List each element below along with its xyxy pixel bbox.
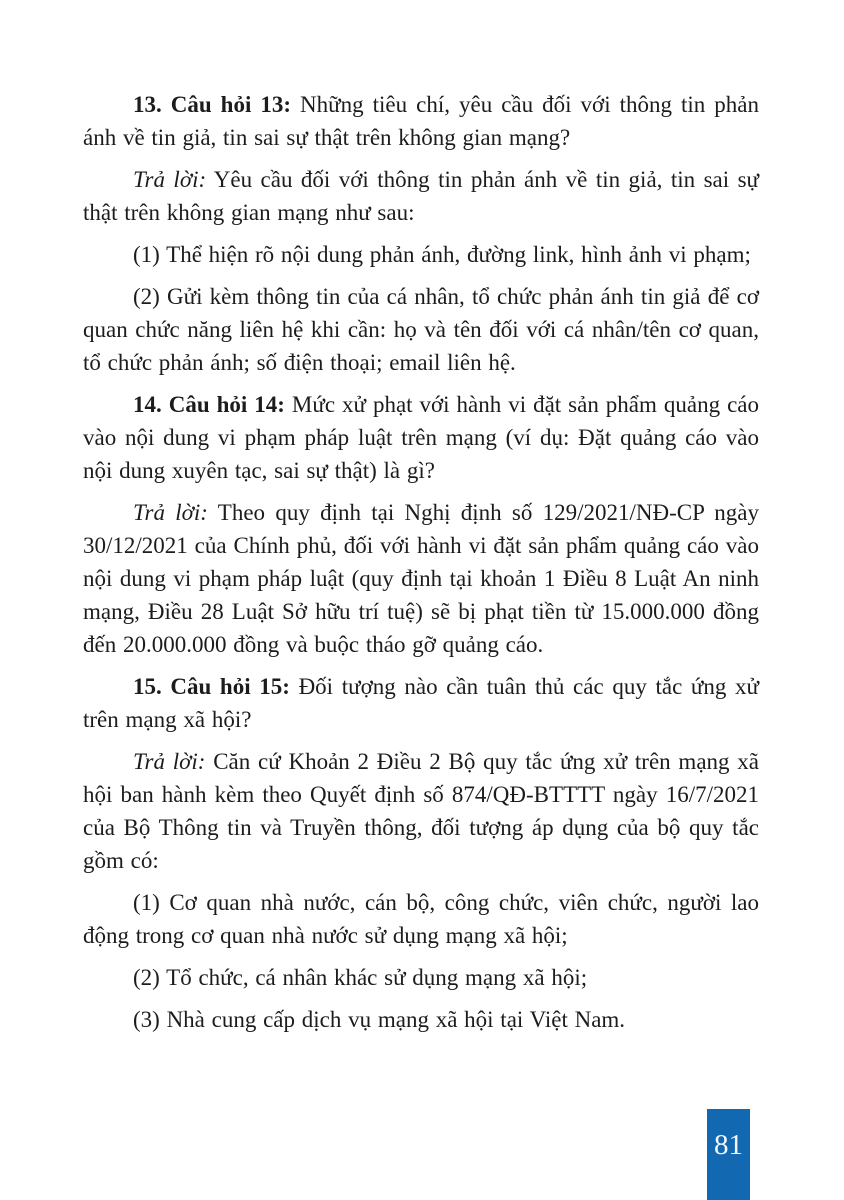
- list-item-2-text: (2) Gửi kèm thông tin của cá nhân, tổ chức phản ánh tin giả để cơ quan chức năng liên hệ khi cần: họ và tên đối với cá nhân/tên cơ quan, tổ chức phản ánh; số điện thoại; email liên hệ.: [83, 284, 759, 375]
- paragraph-list-item-4: [83, 961, 759, 994]
- question-15-label: 15. Câu hỏi 15:: [133, 674, 290, 699]
- page-number-badge: [707, 1109, 750, 1200]
- page-number: 81: [714, 1129, 743, 1161]
- list-item-5-text: (3) Nhà cung cấp dịch vụ mạng xã hội tại Việt Nam.: [133, 1007, 626, 1032]
- paragraph-list-item-3: [83, 886, 759, 952]
- answer-15-label: Trả lời:: [133, 749, 206, 774]
- paragraph-list-item-1: [83, 238, 759, 271]
- answer-14-text: Theo quy định tại Nghị định số 129/2021/NĐ-CP ngày 30/12/2021 của Chính phủ, đối với hành vi đặt sản phẩm quảng cáo vào nội dung vi phạm pháp luật (quy định tại khoản 1 Điều 8 Luật An ninh mạng, Điều 28 Luật Sở hữu trí tuệ) sẽ bị phạt tiền từ 15.000.000 đồng đến 20.000.000 đồng và buộc tháo gỡ quảng cáo.: [83, 500, 759, 657]
- question-13-label: 13. Câu hỏi 13:: [133, 92, 292, 117]
- paragraph-question-15: [83, 670, 759, 736]
- paragraph-question-13: [83, 88, 759, 154]
- answer-14-label: Trả lời:: [133, 500, 208, 525]
- paragraph-question-14: [83, 388, 759, 487]
- question-14-text: Mức xử phạt với hành vi đặt sản phẩm quảng cáo vào nội dung vi phạm pháp luật trên mạng (ví dụ: Đặt quảng cáo vào nội dung xuyên tạc, sai sự thật) là gì?: [83, 392, 759, 483]
- paragraph-answer-13: [83, 163, 759, 229]
- paragraph-list-item-2: [83, 280, 759, 379]
- list-item-4-text: (2) Tổ chức, cá nhân khác sử dụng mạng xã hội;: [133, 965, 588, 990]
- answer-13-label: Trả lời:: [133, 167, 207, 192]
- page-content: [83, 88, 759, 1045]
- paragraph-list-item-5: [83, 1003, 759, 1036]
- question-13-text: Những tiêu chí, yêu cầu đối với thông tin phản ánh về tin giả, tin sai sự thật trên không gian mạng?: [83, 92, 759, 150]
- answer-15-text: Căn cứ Khoản 2 Điều 2 Bộ quy tắc ứng xử trên mạng xã hội ban hành kèm theo Quyết định số 874/QĐ-BTTTT ngày 16/7/2021 của Bộ Thông tin và Truyền thông, đối tượng áp dụng của bộ quy tắc gồm có:: [83, 749, 759, 873]
- list-item-1-text: (1) Thể hiện rõ nội dung phản ánh, đường link, hình ảnh vi phạm;: [133, 242, 751, 267]
- answer-13-text: Yêu cầu đối với thông tin phản ánh về tin giả, tin sai sự thật trên không gian mạng như sau:: [83, 167, 760, 225]
- paragraph-answer-15: [83, 745, 759, 877]
- paragraph-answer-14: [83, 496, 759, 661]
- question-14-label: 14. Câu hỏi 14:: [133, 392, 285, 417]
- list-item-3-text: (1) Cơ quan nhà nước, cán bộ, công chức, viên chức, người lao động trong cơ quan nhà nước sử dụng mạng xã hội;: [83, 890, 759, 948]
- question-15-text: Đối tượng nào cần tuân thủ các quy tắc ứng xử trên mạng xã hội?: [83, 674, 759, 732]
